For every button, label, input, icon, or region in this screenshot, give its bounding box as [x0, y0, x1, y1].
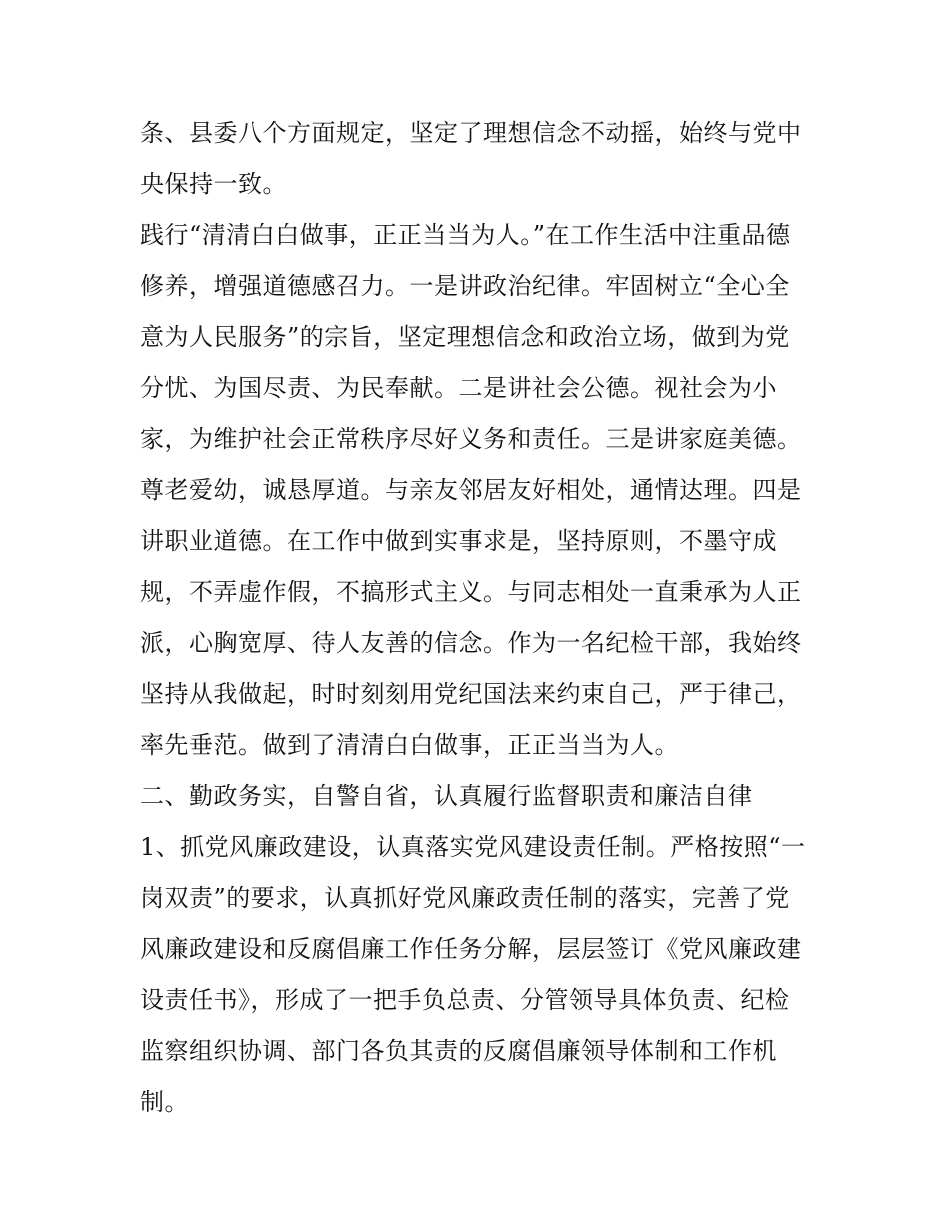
text-line: 讲职业道德。在工作中做到实事求是，坚持原则，不墨守成: [140, 527, 777, 555]
text-line: 率先垂范。做到了清清白白做事，正正当当为人。: [140, 731, 679, 759]
text-line: 风廉政建设和反腐倡廉工作任务分解，层层签订《党风廉政建: [140, 935, 802, 963]
text-line: 岗双责”的要求，认真抓好党风廉政责任制的落实，完善了党: [140, 884, 790, 912]
text-line: 规，不弄虚作假，不搞形式主义。与同志相处一直秉承为人正: [140, 578, 802, 606]
text-line: 监察组织协调、部门各负其责的反腐倡廉领导体制和工作机: [140, 1037, 777, 1065]
text-line: 派，心胸宽厚、待人友善的信念。作为一名纪检干部，我始终: [140, 629, 802, 657]
text-line: 坚持从我做起，时时刻刻用党纪国法来约束自己，严于律己，: [140, 680, 802, 708]
document-body: [140, 108, 820, 1128]
text-line: 意为人民服务”的宗旨，坚定理想信念和政治立场，做到为党: [140, 323, 790, 351]
text-line: 央保持一致。: [140, 170, 287, 198]
text-line: 条、县委八个方面规定，坚定了理想信念不动摇，始终与党中: [140, 119, 802, 147]
text-line: 制。: [140, 1088, 189, 1116]
text-line: 家，为维护社会正常秩序尽好义务和责任。三是讲家庭美德。: [140, 425, 802, 453]
section-heading: 二、勤政务实，自警自省，认真履行监督职责和廉洁自律: [140, 782, 753, 810]
text-line: 1、抓党风廉政建设，认真落实党风建设责任制。严格按照“一: [140, 833, 806, 861]
text-line: 设责任书》，形成了一把手负总责、分管领导具体负责、纪检: [140, 986, 790, 1014]
text-line: 践行“清清白白做事，正正当当为人。”在工作生活中注重品德: [140, 221, 791, 249]
text-line: 分忧、为国尽责、为民奉献。二是讲社会公德。视社会为小: [140, 374, 777, 402]
text-line: 尊老爱幼，诚恳厚道。与亲友邻居友好相处，通情达理。四是: [140, 476, 802, 504]
text-line: 修养，增强道德感召力。一是讲政治纪律。牢固树立“全心全: [140, 272, 790, 300]
